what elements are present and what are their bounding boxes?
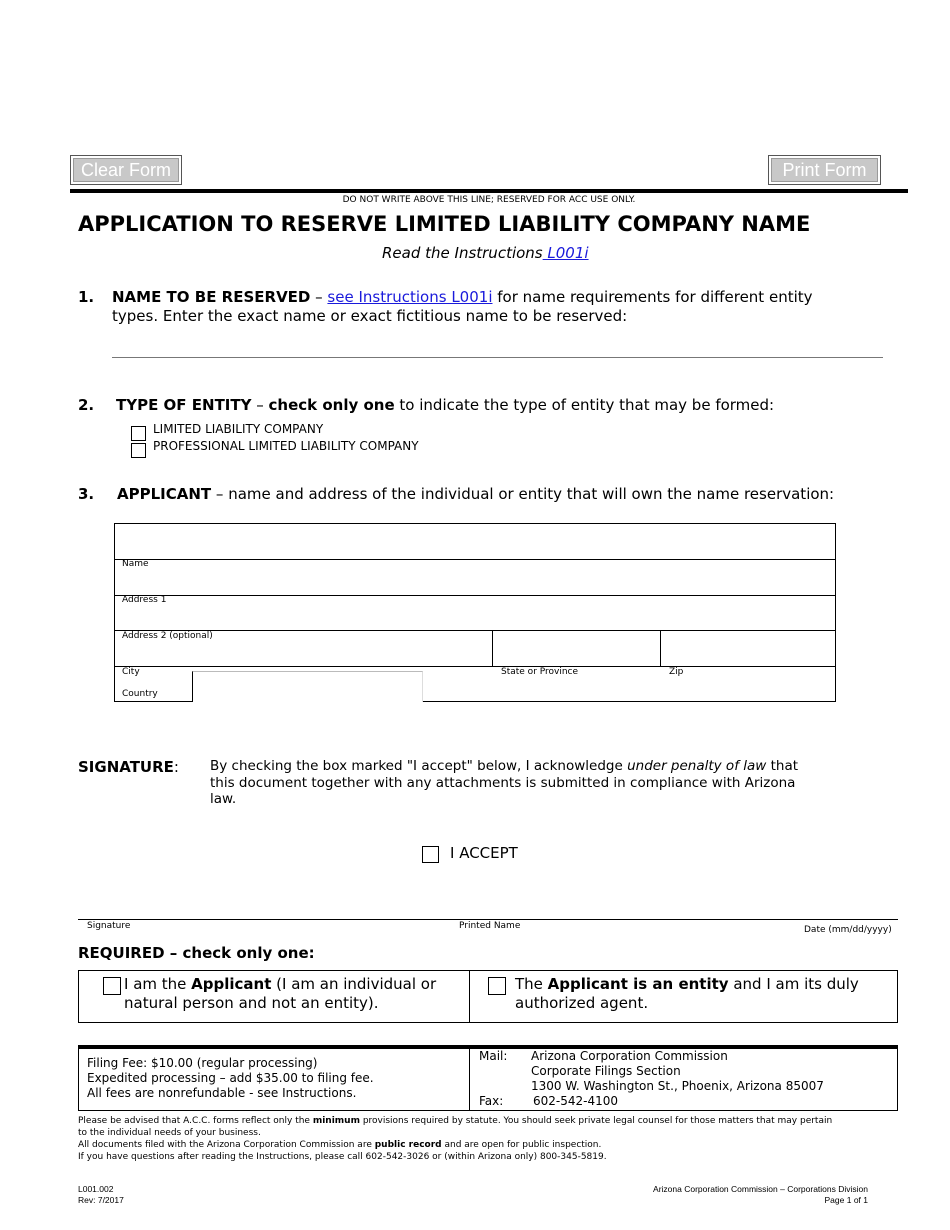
state-label: State or Province — [501, 667, 579, 677]
subtitle — [382, 244, 589, 262]
section-1-number: 1. — [78, 288, 95, 306]
llc-checkbox[interactable] — [131, 426, 146, 441]
signature-colon: : — [173, 758, 179, 776]
mail-line-3: 1300 W. Washington St., Phoenix, Arizona 85007 — [531, 1079, 824, 1093]
entity-agent-option — [515, 975, 859, 1013]
disclaimer-1b: minimum — [312, 1116, 360, 1126]
signature-field-label: Signature — [87, 921, 131, 931]
printed-name-label: Printed Name — [459, 921, 521, 931]
required-divider — [469, 970, 470, 1023]
agency-name: Arizona Corporation Commission – Corporations Division — [653, 1184, 868, 1194]
required-rest: – check only one: — [164, 944, 315, 962]
opt1-text-c: (I am an individual or — [271, 975, 437, 993]
opt1-text-a: I am the — [124, 975, 192, 993]
zip-label: Zip — [669, 667, 684, 677]
section-1-dash: – — [310, 288, 328, 306]
state-field[interactable] — [493, 631, 660, 666]
fax-number: 602-542-4100 — [533, 1094, 619, 1108]
section-3-text: – name and address of the individual or entity that will own the name reservation: — [215, 485, 835, 503]
disclaimer-3c: and are open for public inspection. — [441, 1140, 602, 1150]
fee-line-1: Filing Fee: $10.00 (regular processing) — [87, 1056, 318, 1070]
disclaimer-4: If you have questions after reading the Instructions, please call 602-542-3026 or (within Arizona only) 800-345-5819. — [78, 1152, 607, 1162]
clear-form-button[interactable]: Clear Form — [70, 155, 182, 185]
statement-line-2: this document together with any attachments is submitted in compliance with Arizona — [210, 774, 796, 791]
section-1-text-2: types. Enter the exact name or exact fictitious name to be reserved: — [112, 307, 628, 325]
page-title: APPLICATION TO RESERVE LIMITED LIABILITY COMPANY NAME — [78, 212, 811, 236]
section-2-heading: TYPE OF ENTITY — [116, 396, 252, 414]
row-divider — [114, 666, 836, 667]
signature-field[interactable] — [78, 921, 450, 935]
i-accept-checkbox[interactable] — [422, 846, 439, 863]
individual-applicant-checkbox[interactable] — [103, 977, 121, 995]
form-no: L001.002 — [78, 1184, 114, 1194]
signature-heading — [78, 758, 179, 776]
form-number — [78, 1184, 124, 1206]
name-input-line[interactable] — [112, 357, 883, 358]
section-2-dash: – — [251, 396, 269, 414]
revision: Rev: 7/2017 — [78, 1195, 124, 1205]
statement-text-a: By checking the box marked "I accept" below, I acknowledge — [210, 758, 628, 774]
section-2-emphasis: check only one — [268, 396, 395, 414]
address-1-label: Address 1 — [122, 595, 167, 605]
llc-option-label: LIMITED LIABILITY COMPANY — [153, 422, 324, 436]
statement-line-3: law. — [210, 791, 237, 807]
fee-line-2: Expedited processing – add $35.00 to filing fee. — [87, 1071, 374, 1085]
opt2-text-c: and I am its duly — [728, 975, 859, 993]
fax-label: Fax: — [479, 1094, 504, 1108]
section-1-heading: NAME TO BE RESERVED — [112, 288, 311, 306]
signature-label: SIGNATURE — [78, 758, 174, 776]
statement-italic: under penalty of law — [627, 758, 767, 774]
entity-agent-checkbox[interactable] — [488, 977, 506, 995]
page-number: Page 1 of 1 — [824, 1195, 868, 1205]
footer-agency — [653, 1184, 868, 1206]
pllc-checkbox[interactable] — [131, 443, 146, 458]
opt1-line-2: natural person and not an entity). — [124, 994, 379, 1012]
section-3-number: 3. — [78, 485, 95, 503]
name-label: Name — [122, 559, 149, 569]
statement-text-b: that — [766, 758, 799, 774]
section-2 — [78, 396, 775, 414]
top-rule — [70, 189, 908, 193]
pllc-option-label: PROFESSIONAL LIMITED LIABILITY COMPANY — [153, 439, 419, 453]
city-label: City — [122, 667, 140, 677]
opt2-line-2: authorized agent. — [515, 994, 649, 1012]
fees-info — [87, 1056, 374, 1101]
address-1-field[interactable] — [115, 560, 835, 595]
section-1 — [78, 288, 888, 325]
zip-field[interactable] — [661, 631, 835, 666]
i-accept-label: I ACCEPT — [450, 844, 518, 862]
individual-applicant-option — [124, 975, 436, 1013]
disclaimer — [78, 1115, 908, 1163]
signature-statement — [210, 758, 850, 808]
section-1-instructions-link[interactable]: see Instructions L001i — [327, 288, 493, 306]
disclaimer-1a: Please be advised that A.C.C. forms reflect only the — [78, 1116, 313, 1126]
required-heading — [78, 944, 315, 962]
mail-line-1: Arizona Corporation Commission — [531, 1049, 728, 1063]
fees-mail-divider — [469, 1049, 470, 1111]
reserved-note: DO NOT WRITE ABOVE THIS LINE; RESERVED FOR ACC USE ONLY. — [342, 195, 636, 205]
country-field[interactable] — [192, 671, 423, 702]
disclaimer-2: to the individual needs of your business. — [78, 1128, 261, 1138]
section-2-text: to indicate the type of entity that may be formed: — [394, 396, 775, 414]
fee-line-3: All fees are nonrefundable - see Instructions. — [87, 1086, 357, 1100]
date-label: Date (mm/dd/yyyy) — [804, 925, 892, 935]
disclaimer-3a: All documents filed with the Arizona Corporation Commission are — [78, 1140, 375, 1150]
address-2-field[interactable] — [115, 596, 835, 630]
section-3-heading: APPLICANT — [117, 485, 212, 503]
section-2-number: 2. — [78, 396, 95, 414]
country-label: Country — [122, 689, 158, 699]
subtitle-text: Read the Instructions — [382, 244, 543, 262]
required-label: REQUIRED — [78, 944, 165, 962]
opt2-text-a: The — [515, 975, 548, 993]
address-2-label: Address 2 (optional) — [122, 631, 213, 641]
disclaimer-3b: public record — [374, 1140, 442, 1150]
mail-line-2: Corporate Filings Section — [531, 1064, 681, 1078]
opt1-text-bold: Applicant — [191, 975, 272, 993]
print-form-button[interactable]: Print Form — [768, 155, 881, 185]
mail-label: Mail: — [479, 1049, 508, 1063]
mail-address — [531, 1049, 824, 1094]
signature-line — [78, 919, 898, 920]
section-1-text: for name requirements for different entity — [492, 288, 813, 306]
instructions-link[interactable]: L001i — [542, 244, 589, 262]
name-field[interactable] — [115, 524, 835, 559]
disclaimer-1c: provisions required by statute. You should seek private legal counsel for those matters that may pertain — [359, 1116, 833, 1126]
opt2-text-bold: Applicant is an entity — [547, 975, 729, 993]
section-3 — [78, 485, 835, 503]
